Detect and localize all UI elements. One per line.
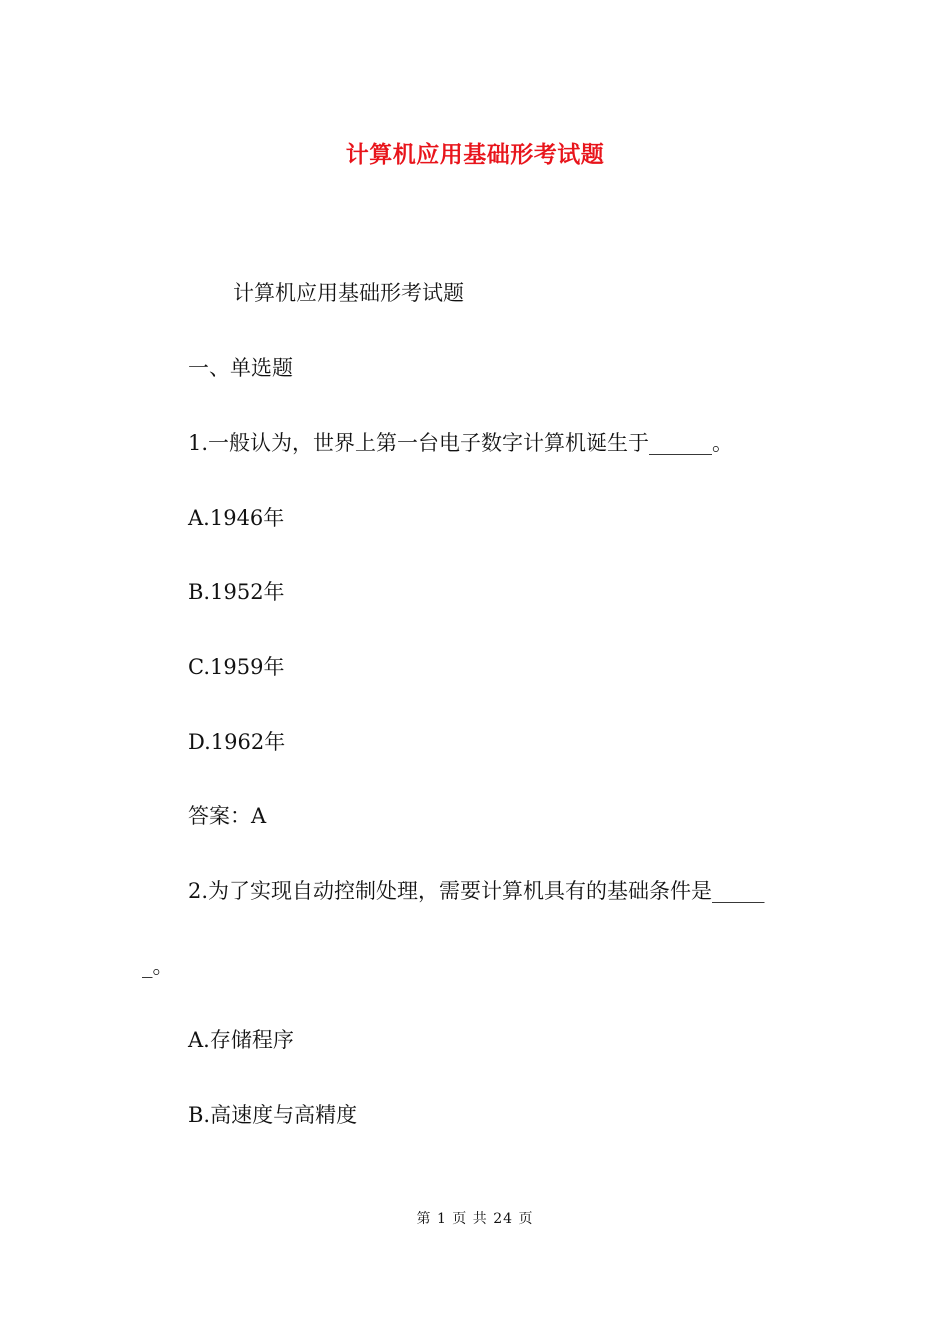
page-number: 第 1 页 共 24 页 <box>416 1211 534 1227</box>
question-1-answer: 答案：A <box>188 804 267 828</box>
question-1-option-c: C.1959年 <box>188 655 285 679</box>
question-2-option-b: B.高速度与高精度 <box>188 1103 358 1127</box>
section-heading: 一、单选题 <box>188 356 293 380</box>
document-subtitle: 计算机应用基础形考试题 <box>233 281 464 305</box>
question-2-stem-line2: _。 <box>142 954 174 978</box>
question-2-stem-line1: 2.为了实现自动控制处理，需要计算机具有的基础条件是_____ <box>188 879 765 903</box>
question-1-option-d: D.1962年 <box>188 730 286 754</box>
document-title: 计算机应用基础形考试题 <box>345 141 605 168</box>
question-1-option-b: B.1952年 <box>188 580 285 604</box>
question-1-stem: 1.一般认为，世界上第一台电子数字计算机诞生于______。 <box>188 431 734 455</box>
question-1-option-a: A.1946年 <box>188 506 285 530</box>
question-2-option-a: A.存储程序 <box>188 1028 294 1052</box>
